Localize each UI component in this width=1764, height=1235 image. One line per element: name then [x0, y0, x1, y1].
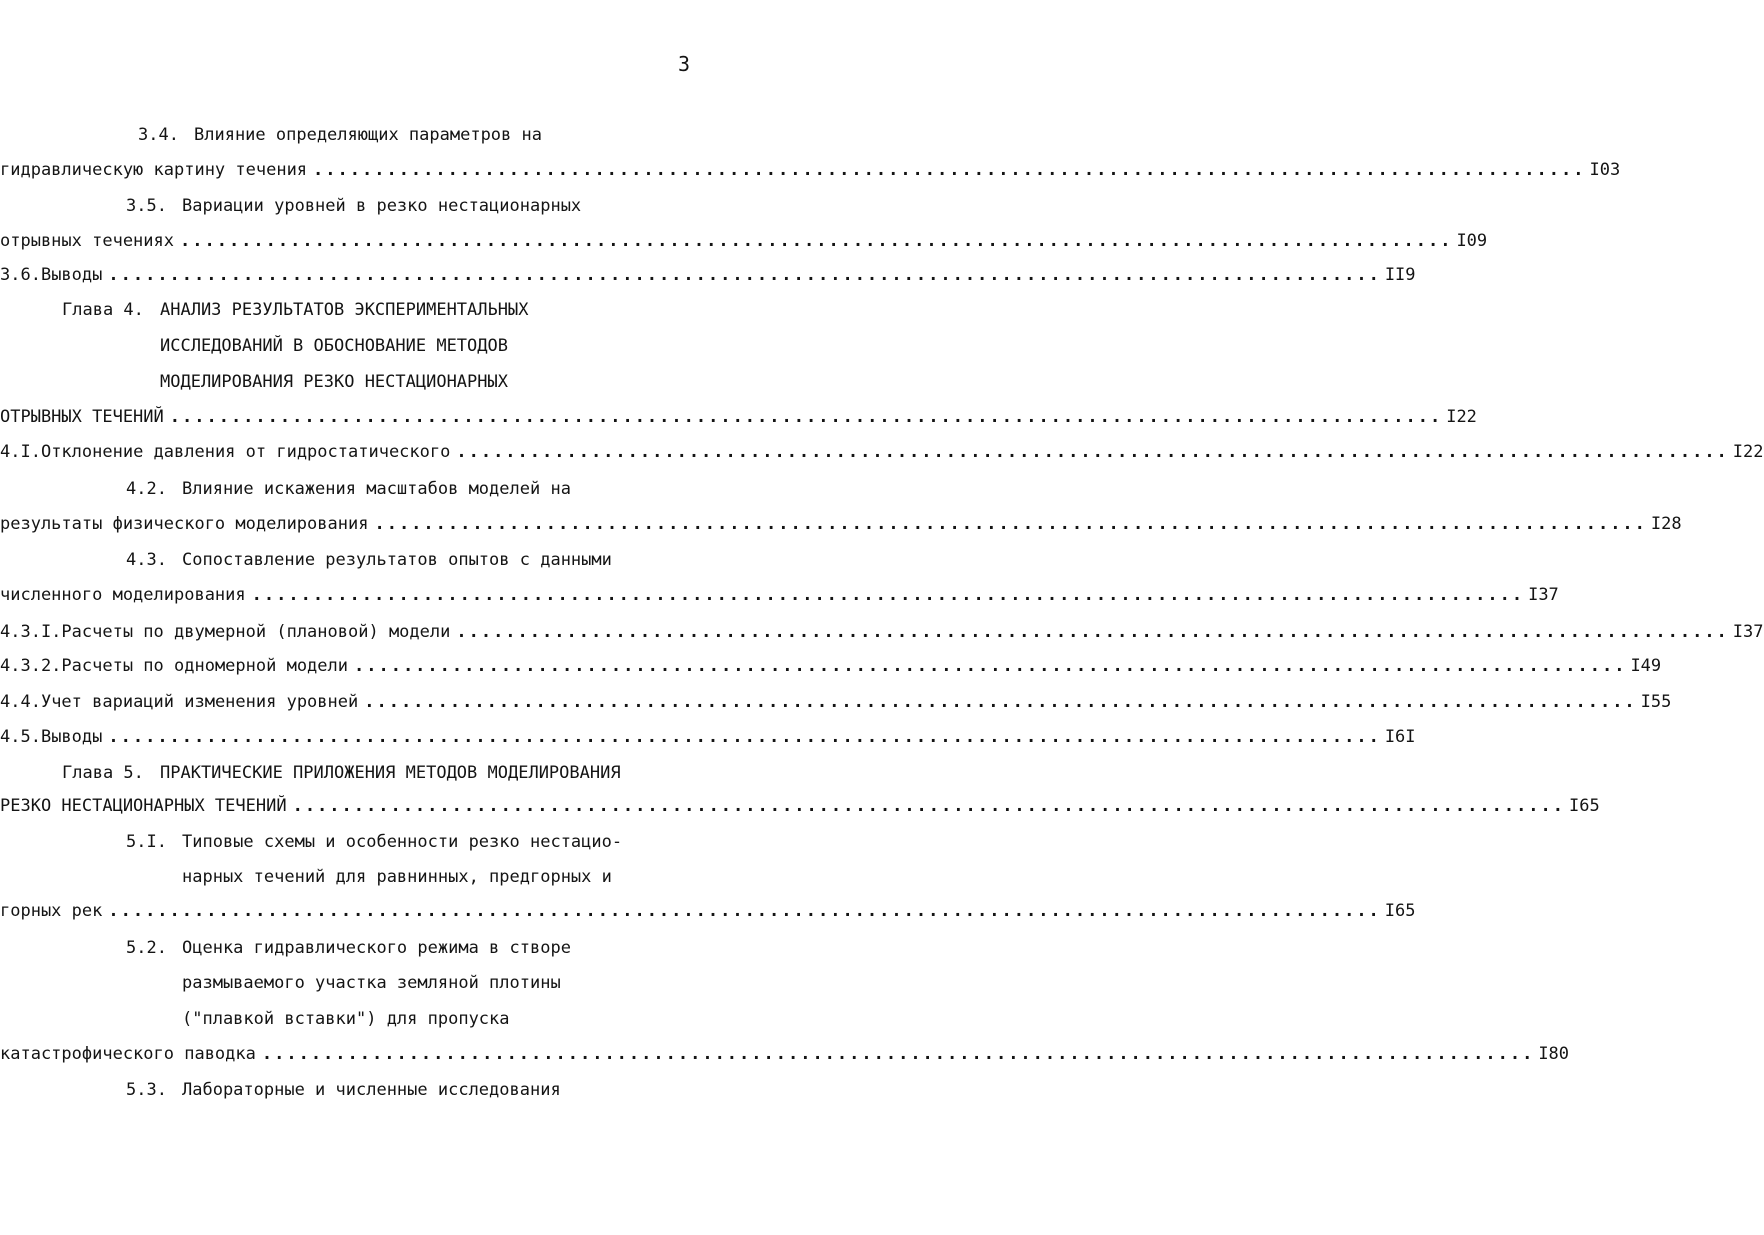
toc-entry-4-4-page: I55 [1640, 692, 1672, 712]
chapter-5-title: ПРАКТИЧЕСКИЕ ПРИЛОЖЕНИЯ МЕТОДОВ МОДЕЛИРОВАНИЯ [160, 763, 621, 783]
toc-entry-4-5-title: Выводы [40, 727, 103, 747]
toc-entry-5-3-title: Лабораторные и численные исследования [182, 1080, 561, 1100]
chapter-5-leader-line [0, 793, 1600, 819]
chapter-4-title-line3: МОДЕЛИРОВАНИЯ РЕЗКО НЕСТАЦИОНАРНЫХ [160, 372, 508, 392]
toc-entry-3-5-title-cont: отрывных течениях [0, 231, 174, 251]
dot-leader: ........................................................................................................ [374, 514, 1647, 534]
dot-leader: ........................................................................................................ [354, 656, 1627, 676]
toc-entry-5-1-leader-line [0, 898, 1416, 924]
toc-entry-4-4-number: 4.4. [0, 692, 41, 712]
dot-leader: ........................................................................................................ [364, 692, 1637, 712]
toc-entry-5-2-title: Оценка гидравлического режима в створе [182, 938, 571, 958]
chapter-4-label: Глава 4. [62, 300, 144, 320]
chapter-4-leader-line [0, 404, 1477, 430]
toc-entry-4-3-title: Сопоставление результатов опытов с данными [182, 550, 612, 570]
toc-entry-5-2-title-line4: катастрофического паводка [0, 1044, 256, 1064]
toc-entry-3-5-number: 3.5. [126, 196, 167, 216]
toc-entry-4-3-1-title: Расчеты по двумерной (плановой) модели [61, 622, 451, 642]
toc-entry-3-4-number: 3.4. [138, 125, 179, 145]
toc-entry-5-2-title-line2: размываемого участка земляной плотины [182, 973, 561, 993]
toc-entry-4-5 [0, 724, 1416, 750]
toc-entry-4-2-title-cont: результаты физического моделирования [0, 514, 369, 534]
chapter-4-title: АНАЛИЗ РЕЗУЛЬТАТОВ ЭКСПЕРИМЕНТАЛЬНЫХ [160, 300, 529, 320]
toc-entry-3-5-title: Вариации уровней в резко нестационарных [182, 196, 582, 216]
toc-entry-3-6 [0, 262, 1416, 288]
chapter-4-page: I22 [1446, 407, 1477, 427]
toc-entry-3-4-title-cont: гидравлическую картину течения [0, 160, 308, 180]
toc-entry-3-6-number: 3.6. [0, 265, 41, 285]
dot-leader: ........................................................................................................ [456, 442, 1729, 462]
chapter-5-title-line2: РЕЗКО НЕСТАЦИОНАРНЫХ ТЕЧЕНИЙ [0, 796, 287, 816]
chapter-5-page: I65 [1569, 796, 1600, 816]
toc-entry-5-1-title-line2: нарных течений для равнинных, предгорных и [182, 867, 612, 887]
dot-leader: ........................................................................................................ [251, 585, 1525, 605]
dot-leader: ........................................................................................................ [169, 407, 1443, 427]
toc-entry-4-5-number: 4.5. [0, 727, 41, 747]
chapter-5-label: Глава 5. [62, 763, 144, 783]
toc-entry-5-1-title-line3: горных рек [0, 901, 103, 921]
toc-entry-3-6-title: Выводы [40, 265, 103, 285]
dot-leader: ........................................................................................................ [180, 231, 1453, 251]
toc-entry-4-3-2-number: 4.3.2. [0, 656, 62, 676]
toc-entry-4-4 [0, 689, 1672, 715]
toc-entry-4-3-2-title: Расчеты по одномерной модели [61, 656, 348, 676]
chapter-4-title-line2: ИССЛЕДОВАНИЙ В ОБОСНОВАНИЕ МЕТОДОВ [160, 336, 508, 356]
toc-entry-5-2-page: I80 [1538, 1044, 1570, 1064]
toc-entry-4-3-1 [0, 619, 1764, 645]
dot-leader: ........................................................................................................ [292, 796, 1566, 816]
toc-entry-4-3-page: I37 [1528, 585, 1559, 605]
toc-entry-4-4-title: Учет вариаций изменения уровней [40, 692, 359, 712]
toc-entry-4-3-title-cont: численного моделирования [0, 585, 246, 605]
toc-entry-5-1-title: Типовые схемы и особенности резко нестацио- [182, 832, 623, 852]
toc-entry-4-5-page: I6I [1384, 727, 1416, 747]
toc-entry-4-1 [0, 439, 1764, 465]
dot-leader: ........................................................................................................ [108, 901, 1381, 921]
toc-entry-5-2-leader-line [0, 1041, 1570, 1067]
toc-entry-3-5-page: I09 [1456, 231, 1488, 251]
toc-entry-3-4-title: Влияние определяющих параметров на [194, 125, 542, 145]
toc-entry-4-1-number: 4.I. [0, 442, 41, 462]
dot-leader: ........................................................................................................ [313, 160, 1586, 180]
toc-entry-3-4-leader-line [0, 157, 1621, 183]
dot-leader: ........................................................................................................ [108, 727, 1381, 747]
toc-entry-4-2-leader-line [0, 511, 1682, 537]
toc-entry-4-3-1-number: 4.3.I. [0, 622, 62, 642]
toc-entry-4-1-title: Отклонение давления от гидростатического [40, 442, 451, 462]
toc-entry-4-2-title: Влияние искажения масштабов моделей на [182, 479, 571, 499]
toc-entry-4-2-number: 4.2. [126, 479, 167, 499]
page-number: 3 [678, 52, 691, 76]
chapter-4-title-line4: ОТРЫВНЫХ ТЕЧЕНИЙ [0, 407, 164, 427]
toc-entry-3-6-page: II9 [1384, 265, 1416, 285]
dot-leader: ........................................................................................................ [261, 1044, 1535, 1064]
toc-entry-4-3-leader-line [0, 582, 1559, 608]
toc-entry-3-4-page: I03 [1589, 160, 1621, 180]
toc-entry-5-1-page: I65 [1384, 901, 1416, 921]
toc-entry-3-5-leader-line [0, 228, 1488, 254]
toc-entry-4-1-page: I22 [1732, 442, 1764, 462]
toc-entry-4-3-2-page: I49 [1630, 656, 1662, 676]
toc-entry-5-2-title-line3: ("плавкой вставки") для пропуска [182, 1009, 510, 1029]
toc-entry-4-2-page: I28 [1650, 514, 1682, 534]
toc-entry-5-3-number: 5.3. [126, 1080, 167, 1100]
toc-entry-5-1-number: 5.I. [126, 832, 167, 852]
dot-leader: ........................................................................................................ [456, 622, 1729, 642]
toc-entry-4-3-2 [0, 653, 1662, 679]
dot-leader: ........................................................................................................ [108, 265, 1381, 285]
toc-entry-5-2-number: 5.2. [126, 938, 167, 958]
toc-entry-4-3-1-page: I37 [1732, 622, 1764, 642]
toc-entry-4-3-number: 4.3. [126, 550, 167, 570]
